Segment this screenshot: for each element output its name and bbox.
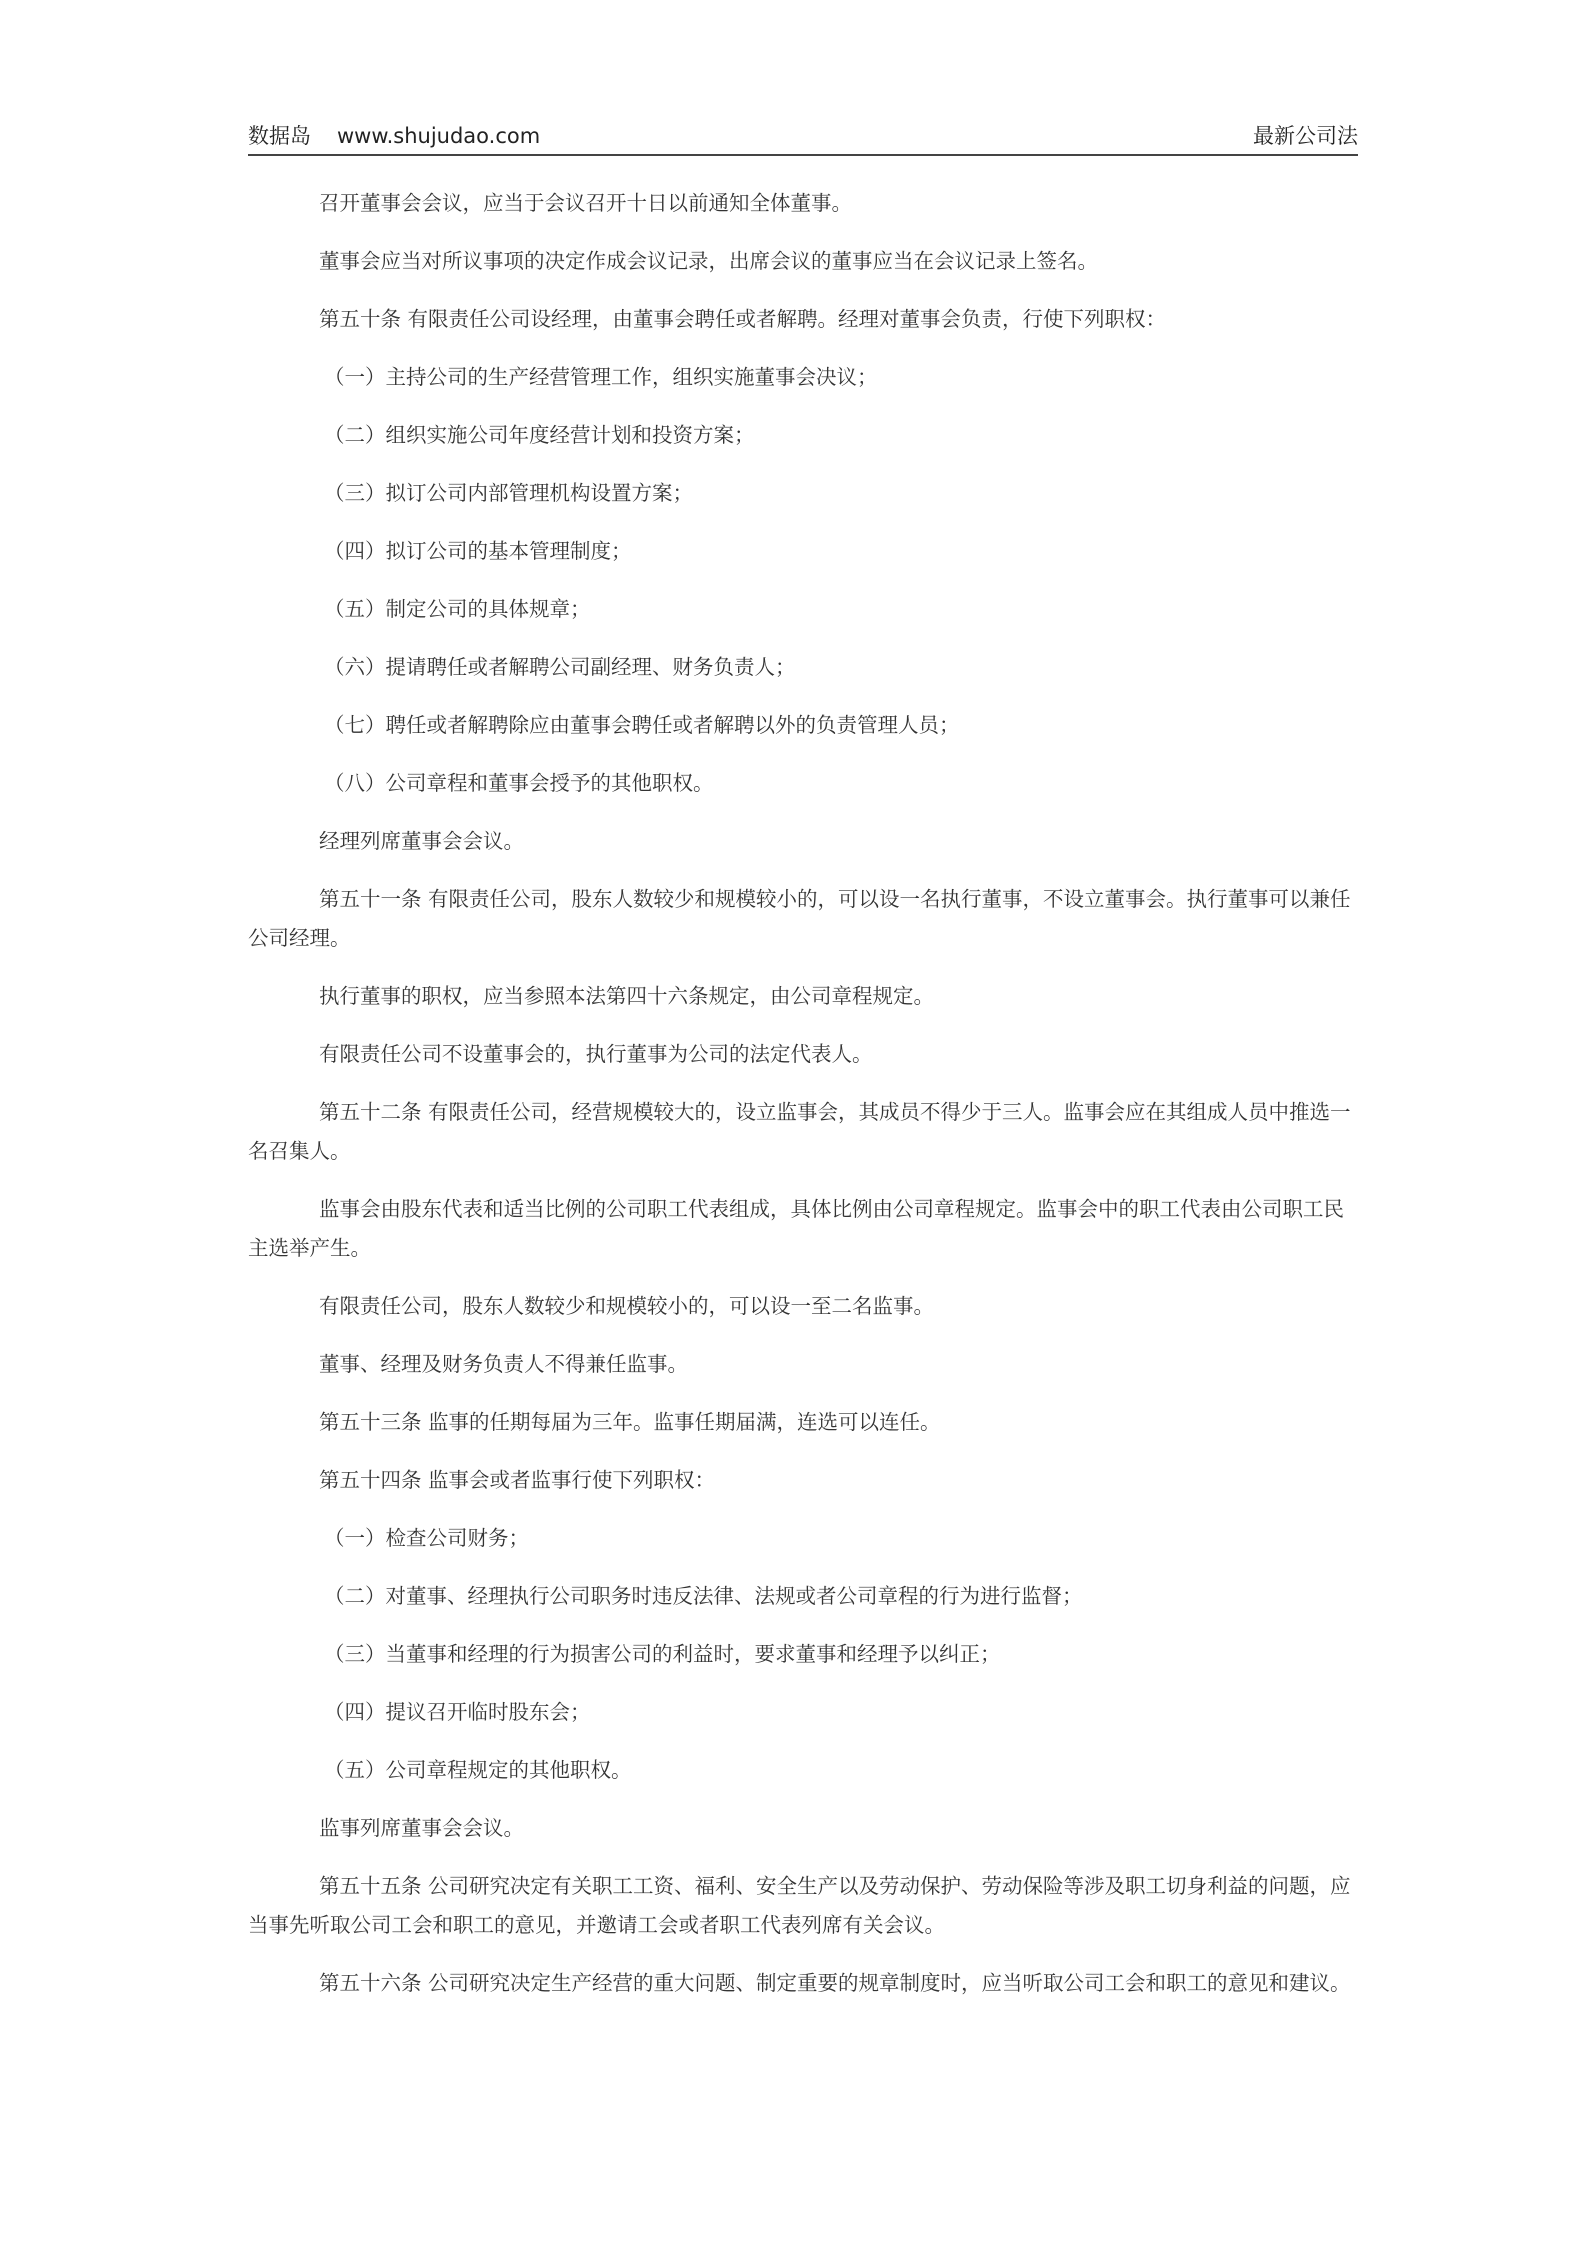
article-56: 第五十六条 公司研究决定生产经营的重大问题、制定重要的规章制度时，应当听取公司工会和职工的意见和建议。 [319, 1971, 1351, 1995]
site-name: 数据岛 [248, 124, 311, 148]
list-item: （三）拟订公司内部管理机构设置方案； [324, 481, 693, 505]
paragraph: 董事会应当对所议事项的决定作成会议记录，出席会议的董事应当在会议记录上签名。 [319, 249, 1098, 273]
list-item: （五）制定公司的具体规章； [324, 597, 591, 621]
list-item: （五）公司章程规定的其他职权。 [324, 1758, 632, 1782]
article-50: 第五十条 有限责任公司设经理，由董事会聘任或者解聘。经理对董事会负责，行使下列职权： [319, 307, 1167, 331]
article-55: 第五十五条 公司研究决定有关职工工资、福利、安全生产以及劳动保护、劳动保险等涉及职工切身利益的问题，应当事先听取公司工会和职工的意见，并邀请工会或者职工代表列席有关会议。 [248, 1874, 1351, 1937]
paragraph: 有限责任公司不设董事会的，执行董事为公司的法定代表人。 [319, 1042, 873, 1066]
paragraph: 执行董事的职权，应当参照本法第四十六条规定，由公司章程规定。 [319, 984, 934, 1008]
document-body [248, 184, 1352, 2022]
list-item: （三）当董事和经理的行为损害公司的利益时，要求董事和经理予以纠正； [324, 1642, 1001, 1666]
header-left [248, 120, 540, 150]
paragraph: 监事列席董事会会议。 [319, 1816, 524, 1840]
article-54: 第五十四条 监事会或者监事行使下列职权： [319, 1468, 716, 1492]
article-53: 第五十三条 监事的任期每届为三年。监事任期届满，连选可以连任。 [319, 1410, 941, 1434]
document-title: 最新公司法 [1253, 124, 1358, 148]
list-item: （二）对董事、经理执行公司职务时违反法律、法规或者公司章程的行为进行监督； [324, 1584, 1083, 1608]
list-item: （四）提议召开临时股东会； [324, 1700, 591, 1724]
list-item: （八）公司章程和董事会授予的其他职权。 [324, 771, 714, 795]
list-item: （六）提请聘任或者解聘公司副经理、财务负责人； [324, 655, 796, 679]
list-item: （四）拟订公司的基本管理制度； [324, 539, 632, 563]
site-url[interactable]: www.shujudao.com [337, 124, 541, 148]
list-item: （七）聘任或者解聘除应由董事会聘任或者解聘以外的负责管理人员； [324, 713, 960, 737]
list-item: （二）组织实施公司年度经营计划和投资方案； [324, 423, 755, 447]
paragraph: 监事会由股东代表和适当比例的公司职工代表组成，具体比例由公司章程规定。监事会中的职工代表由公司职工民主选举产生。 [248, 1197, 1344, 1260]
paragraph: 董事、经理及财务负责人不得兼任监事。 [319, 1352, 688, 1376]
paragraph: 召开董事会会议，应当于会议召开十日以前通知全体董事。 [319, 191, 852, 215]
paragraph: 经理列席董事会会议。 [319, 829, 524, 853]
list-item: （一）主持公司的生产经营管理工作，组织实施董事会决议； [324, 365, 878, 389]
list-item: （一）检查公司财务； [324, 1526, 529, 1550]
article-52: 第五十二条 有限责任公司，经营规模较大的，设立监事会，其成员不得少于三人。监事会应在其组成人员中推选一名召集人。 [248, 1100, 1351, 1163]
paragraph: 有限责任公司，股东人数较少和规模较小的，可以设一至二名监事。 [319, 1294, 934, 1318]
article-51: 第五十一条 有限责任公司，股东人数较少和规模较小的，可以设一名执行董事，不设立董事会。执行董事可以兼任公司经理。 [248, 887, 1351, 950]
page-header [248, 114, 1358, 156]
